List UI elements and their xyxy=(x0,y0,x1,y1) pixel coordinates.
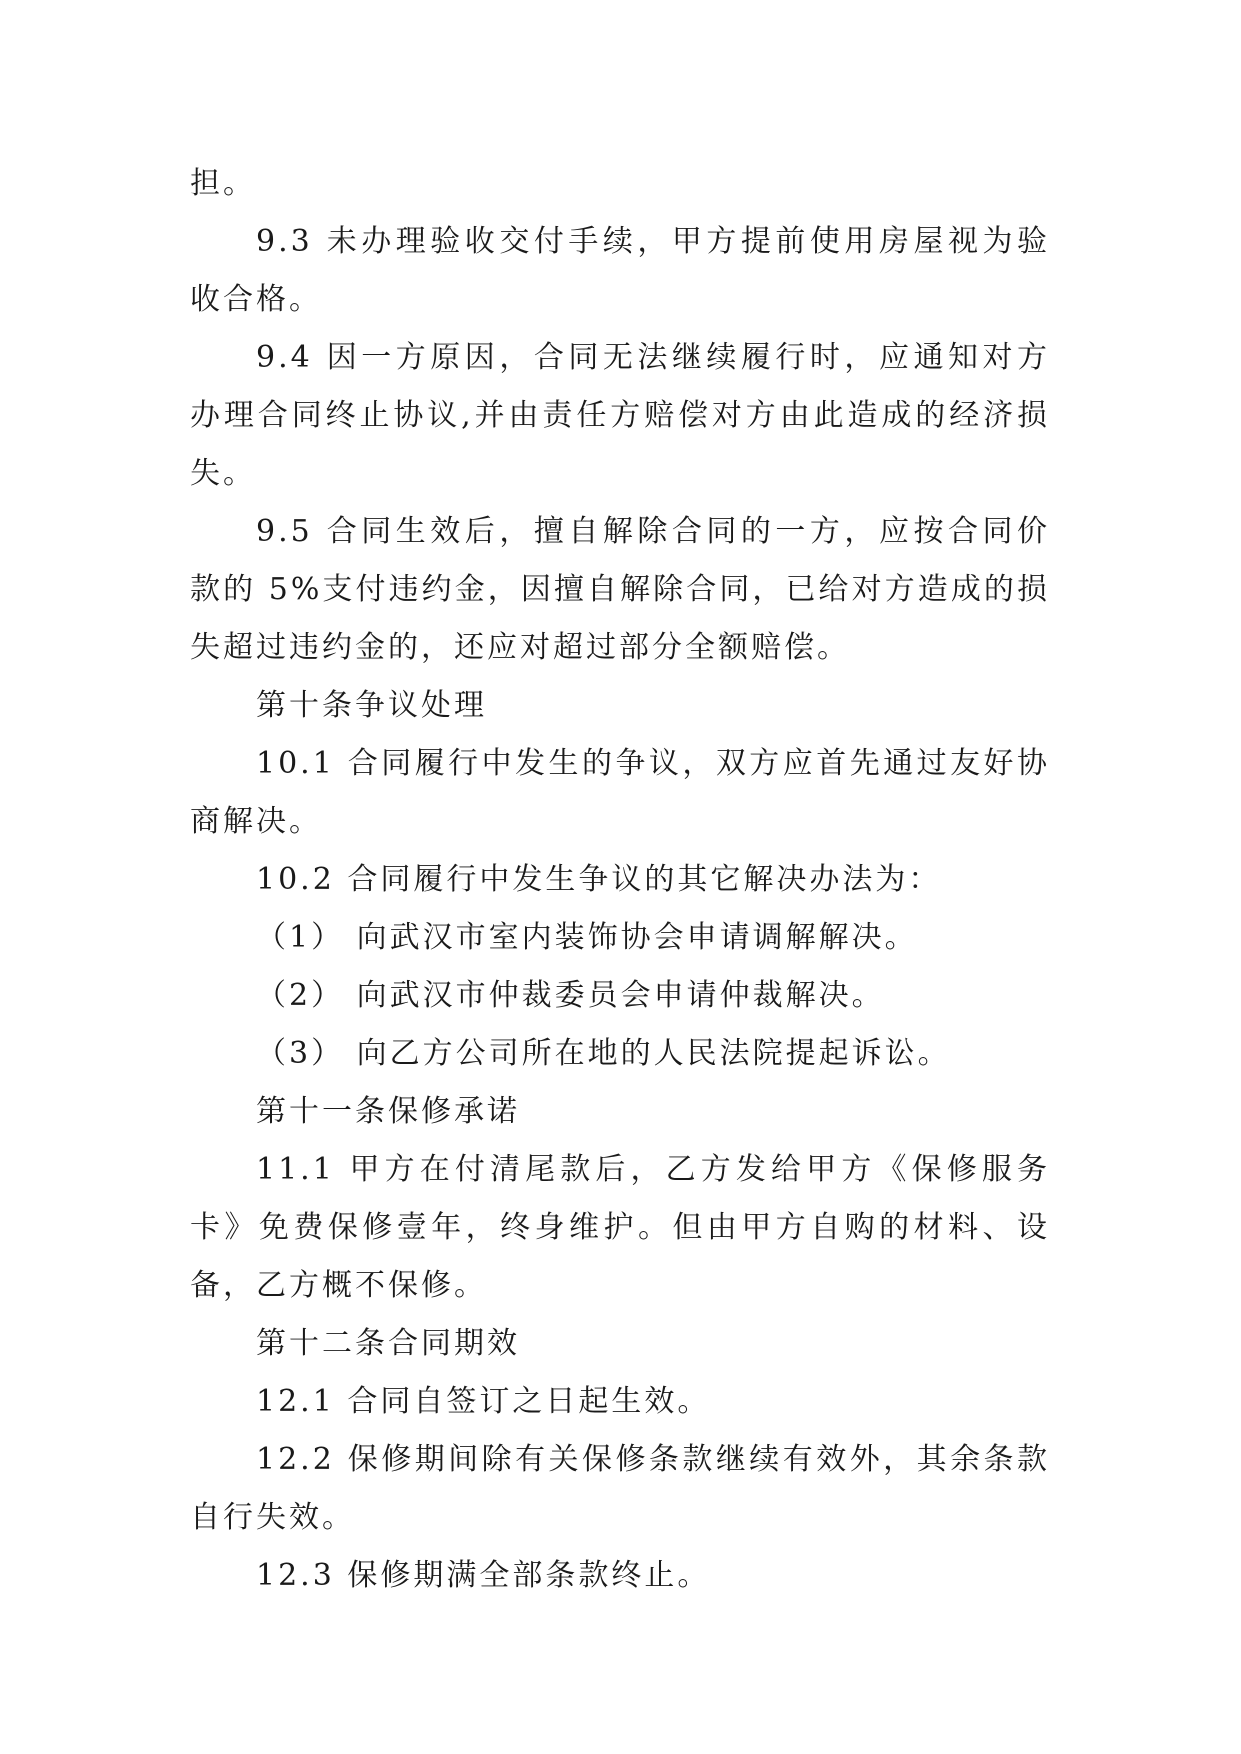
clause-12-2: 12.2 保修期间除有关保修条款继续有效外，其余条款自行失效。 xyxy=(190,1442,1050,1535)
continuation-paragraph: 担。 xyxy=(190,166,256,201)
clause-11-1: 11.1 甲方在付清尾款后，乙方发给甲方《保修服务卡》免费保修壹年，终身维护。但由甲方自购的材料、设备，乙方概不保修。 xyxy=(190,1152,1050,1303)
list-item-1: （1） 向武汉市室内装饰协会申请调解解决。 xyxy=(256,920,918,955)
article-12-heading: 第十二条合同期效 xyxy=(256,1326,520,1361)
clause-9-5: 9.5 合同生效后，擅自解除合同的一方，应按合同价款的 5%支付违约金，因擅自解除合同，已给对方造成的损失超过违约金的，还应对超过部分全额赔偿。 xyxy=(190,514,1050,665)
document-body xyxy=(190,155,1050,1605)
clause-9-4: 9.4 因一方原因，合同无法继续履行时，应通知对方办理合同终止协议,并由责任方赔偿对方由此造成的经济损失。 xyxy=(190,340,1050,491)
clause-9-3: 9.3 未办理验收交付手续，甲方提前使用房屋视为验收合格。 xyxy=(190,224,1050,317)
clause-12-1: 12.1 合同自签订之日起生效。 xyxy=(256,1384,711,1419)
clause-12-3: 12.3 保修期满全部条款终止。 xyxy=(256,1558,711,1593)
list-item-3: （3） 向乙方公司所在地的人民法院提起诉讼。 xyxy=(256,1036,951,1071)
clause-10-1: 10.1 合同履行中发生的争议，双方应首先通过友好协商解决。 xyxy=(190,746,1050,839)
article-11-heading: 第十一条保修承诺 xyxy=(256,1094,520,1129)
clause-10-2: 10.2 合同履行中发生争议的其它解决办法为： xyxy=(256,862,942,897)
list-item-2: （2） 向武汉市仲裁委员会申请仲裁解决。 xyxy=(256,978,885,1013)
article-10-heading: 第十条争议处理 xyxy=(256,688,487,723)
